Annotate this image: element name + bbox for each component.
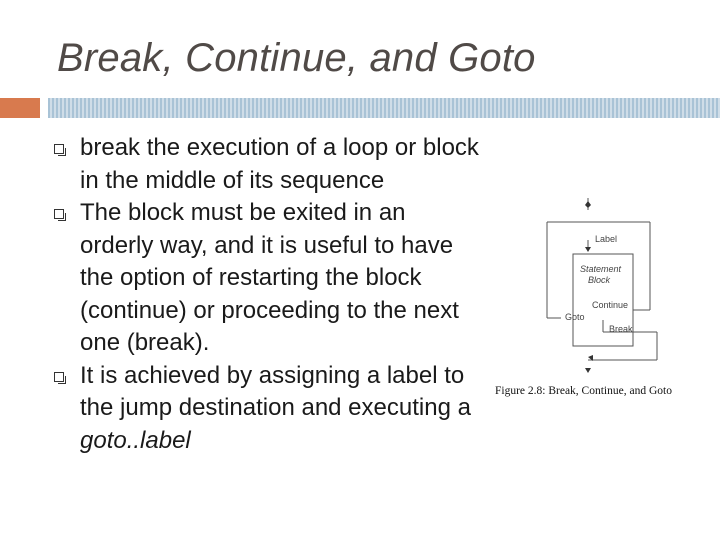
bullet-item bbox=[54, 132, 484, 197]
flow-figure bbox=[495, 192, 710, 407]
bullet-text-italic: goto. bbox=[80, 426, 134, 454]
bullet-list bbox=[54, 132, 484, 457]
slide-title: Break, Continue, and Goto bbox=[57, 36, 536, 80]
bullet-text: break the execution of a loop or block in the middle of its sequence bbox=[80, 134, 479, 194]
bullet-item bbox=[54, 360, 484, 458]
figure-label-break: Break bbox=[609, 324, 633, 334]
flow-diagram bbox=[495, 192, 710, 382]
bullet-square-icon bbox=[54, 209, 64, 219]
bullet-square-icon bbox=[54, 372, 64, 382]
bullet-text-after: .label bbox=[133, 426, 191, 454]
figure-label-label: Label bbox=[595, 234, 618, 244]
figure-label-statement: Statement bbox=[580, 264, 622, 274]
bullet-text: It is achieved by assigning a label to the jump destination and executing a bbox=[80, 361, 471, 421]
bullet-item bbox=[54, 197, 484, 360]
accent-bar-orange bbox=[0, 98, 40, 118]
figure-label-block: Block bbox=[588, 275, 611, 285]
bullet-square-icon bbox=[54, 144, 64, 154]
accent-bar-blue bbox=[48, 98, 720, 118]
figure-label-goto: Goto bbox=[565, 312, 585, 322]
figure-label-continue: Continue bbox=[592, 300, 629, 310]
bullet-text: The block must be exited in an orderly way, and it is useful to have the option of restarting the block (continue) or proceeding to the next one (break). bbox=[80, 199, 459, 356]
figure-caption: Figure 2.8: Break, Continue, and Goto bbox=[495, 385, 672, 397]
